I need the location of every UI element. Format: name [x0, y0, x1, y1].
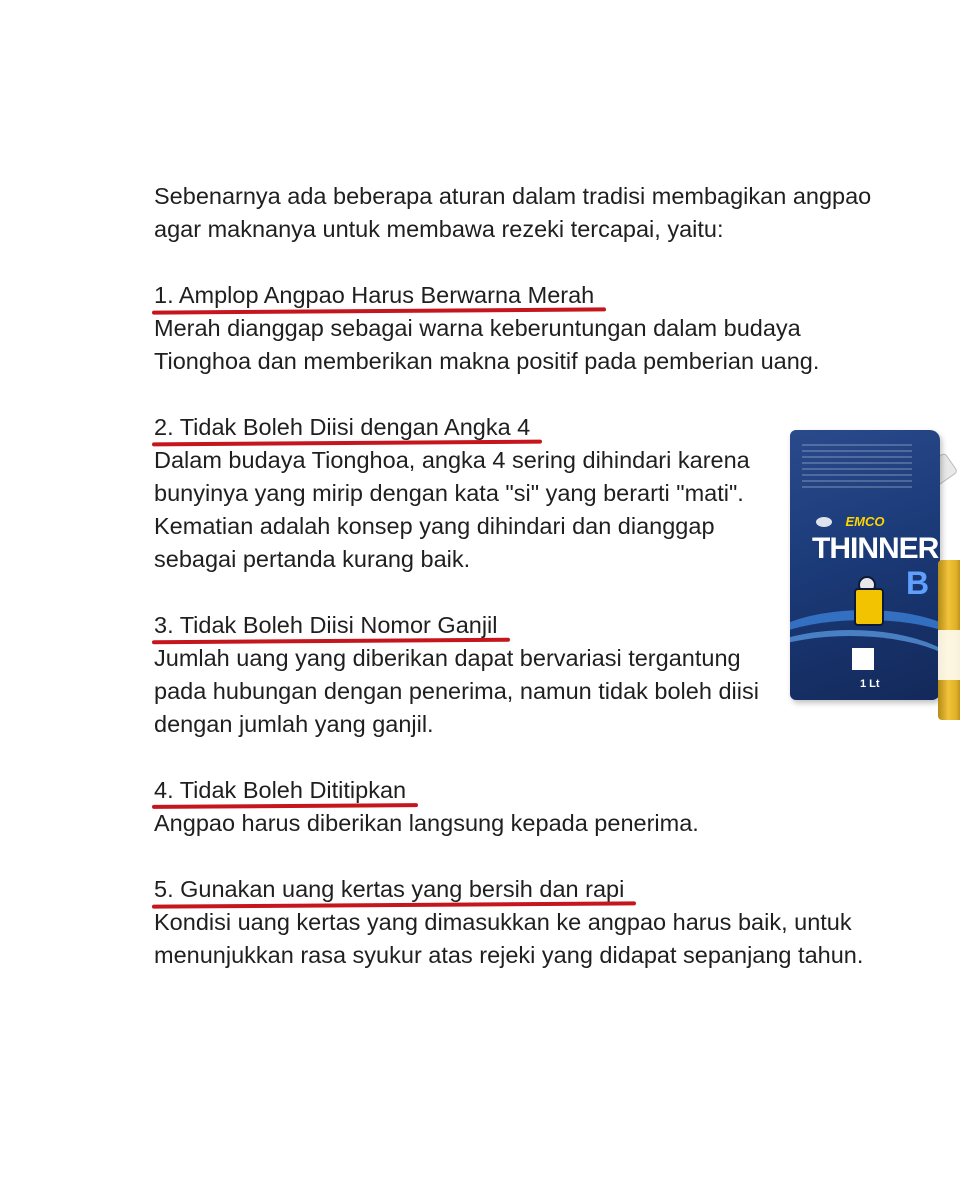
thinner-can [938, 560, 960, 720]
label-box [852, 648, 874, 670]
rule-section-3 [154, 609, 874, 741]
can-label [938, 630, 960, 680]
rule-section-2 [154, 411, 874, 576]
rule-body-1: Merah dianggap sebagai warna keberuntungan dalam budaya Tionghoa dan memberikan makna positif pada pemberian uang. [154, 315, 820, 374]
emco-logo: EMCO [834, 514, 896, 530]
rule-section-5 [154, 873, 874, 972]
rule-heading-2: 2. Tidak Boleh Diisi dengan Angka 4 [154, 411, 540, 444]
mascot-icon [854, 588, 884, 626]
rule-heading-4: 4. Tidak Boleh Dititipkan [154, 774, 416, 807]
product-variant: B [906, 565, 930, 601]
intro-paragraph: Sebenarnya ada beberapa aturan dalam tradisi membagikan angpao agar maknanya untuk membawa rezeki tercapai, yaitu: [154, 183, 872, 242]
rule-heading-1: 1. Amplop Angpao Harus Berwarna Merah [154, 279, 604, 312]
rule-body-2: Dalam budaya Tionghoa, angka 4 sering dihindari karena bunyinya yang mirip dengan kata "si" yang berarti "mati". Kematian adalah konsep yang dihindari dan dianggap sebagai pertanda kurang baik. [154, 447, 750, 572]
thinner-pouch [790, 430, 940, 700]
rule-body-5: Kondisi uang kertas yang dimasukkan ke angpao harus baik, untuk menunjukkan rasa syukur atas rejeki yang didapat sepanjang tahun. [154, 909, 864, 968]
product-brand: THINNER [812, 532, 939, 565]
product-volume: 1 Lt [860, 678, 880, 690]
thinner-product-image [786, 420, 960, 710]
rule-body-4: Angpao harus diberikan langsung kepada penerima. [154, 810, 699, 836]
rule-section-1 [154, 279, 874, 378]
pouch-instructions [802, 444, 912, 488]
rule-heading-3: 3. Tidak Boleh Diisi Nomor Ganjil [154, 609, 508, 642]
rule-heading-5: 5. Gunakan uang kertas yang bersih dan rapi [154, 873, 634, 906]
article-body [154, 180, 874, 1005]
rule-section-4 [154, 774, 874, 840]
rule-body-3: Jumlah uang yang diberikan dapat bervariasi tergantung pada hubungan dengan penerima, namun tidak boleh diisi dengan jumlah yang ganjil. [154, 645, 759, 737]
